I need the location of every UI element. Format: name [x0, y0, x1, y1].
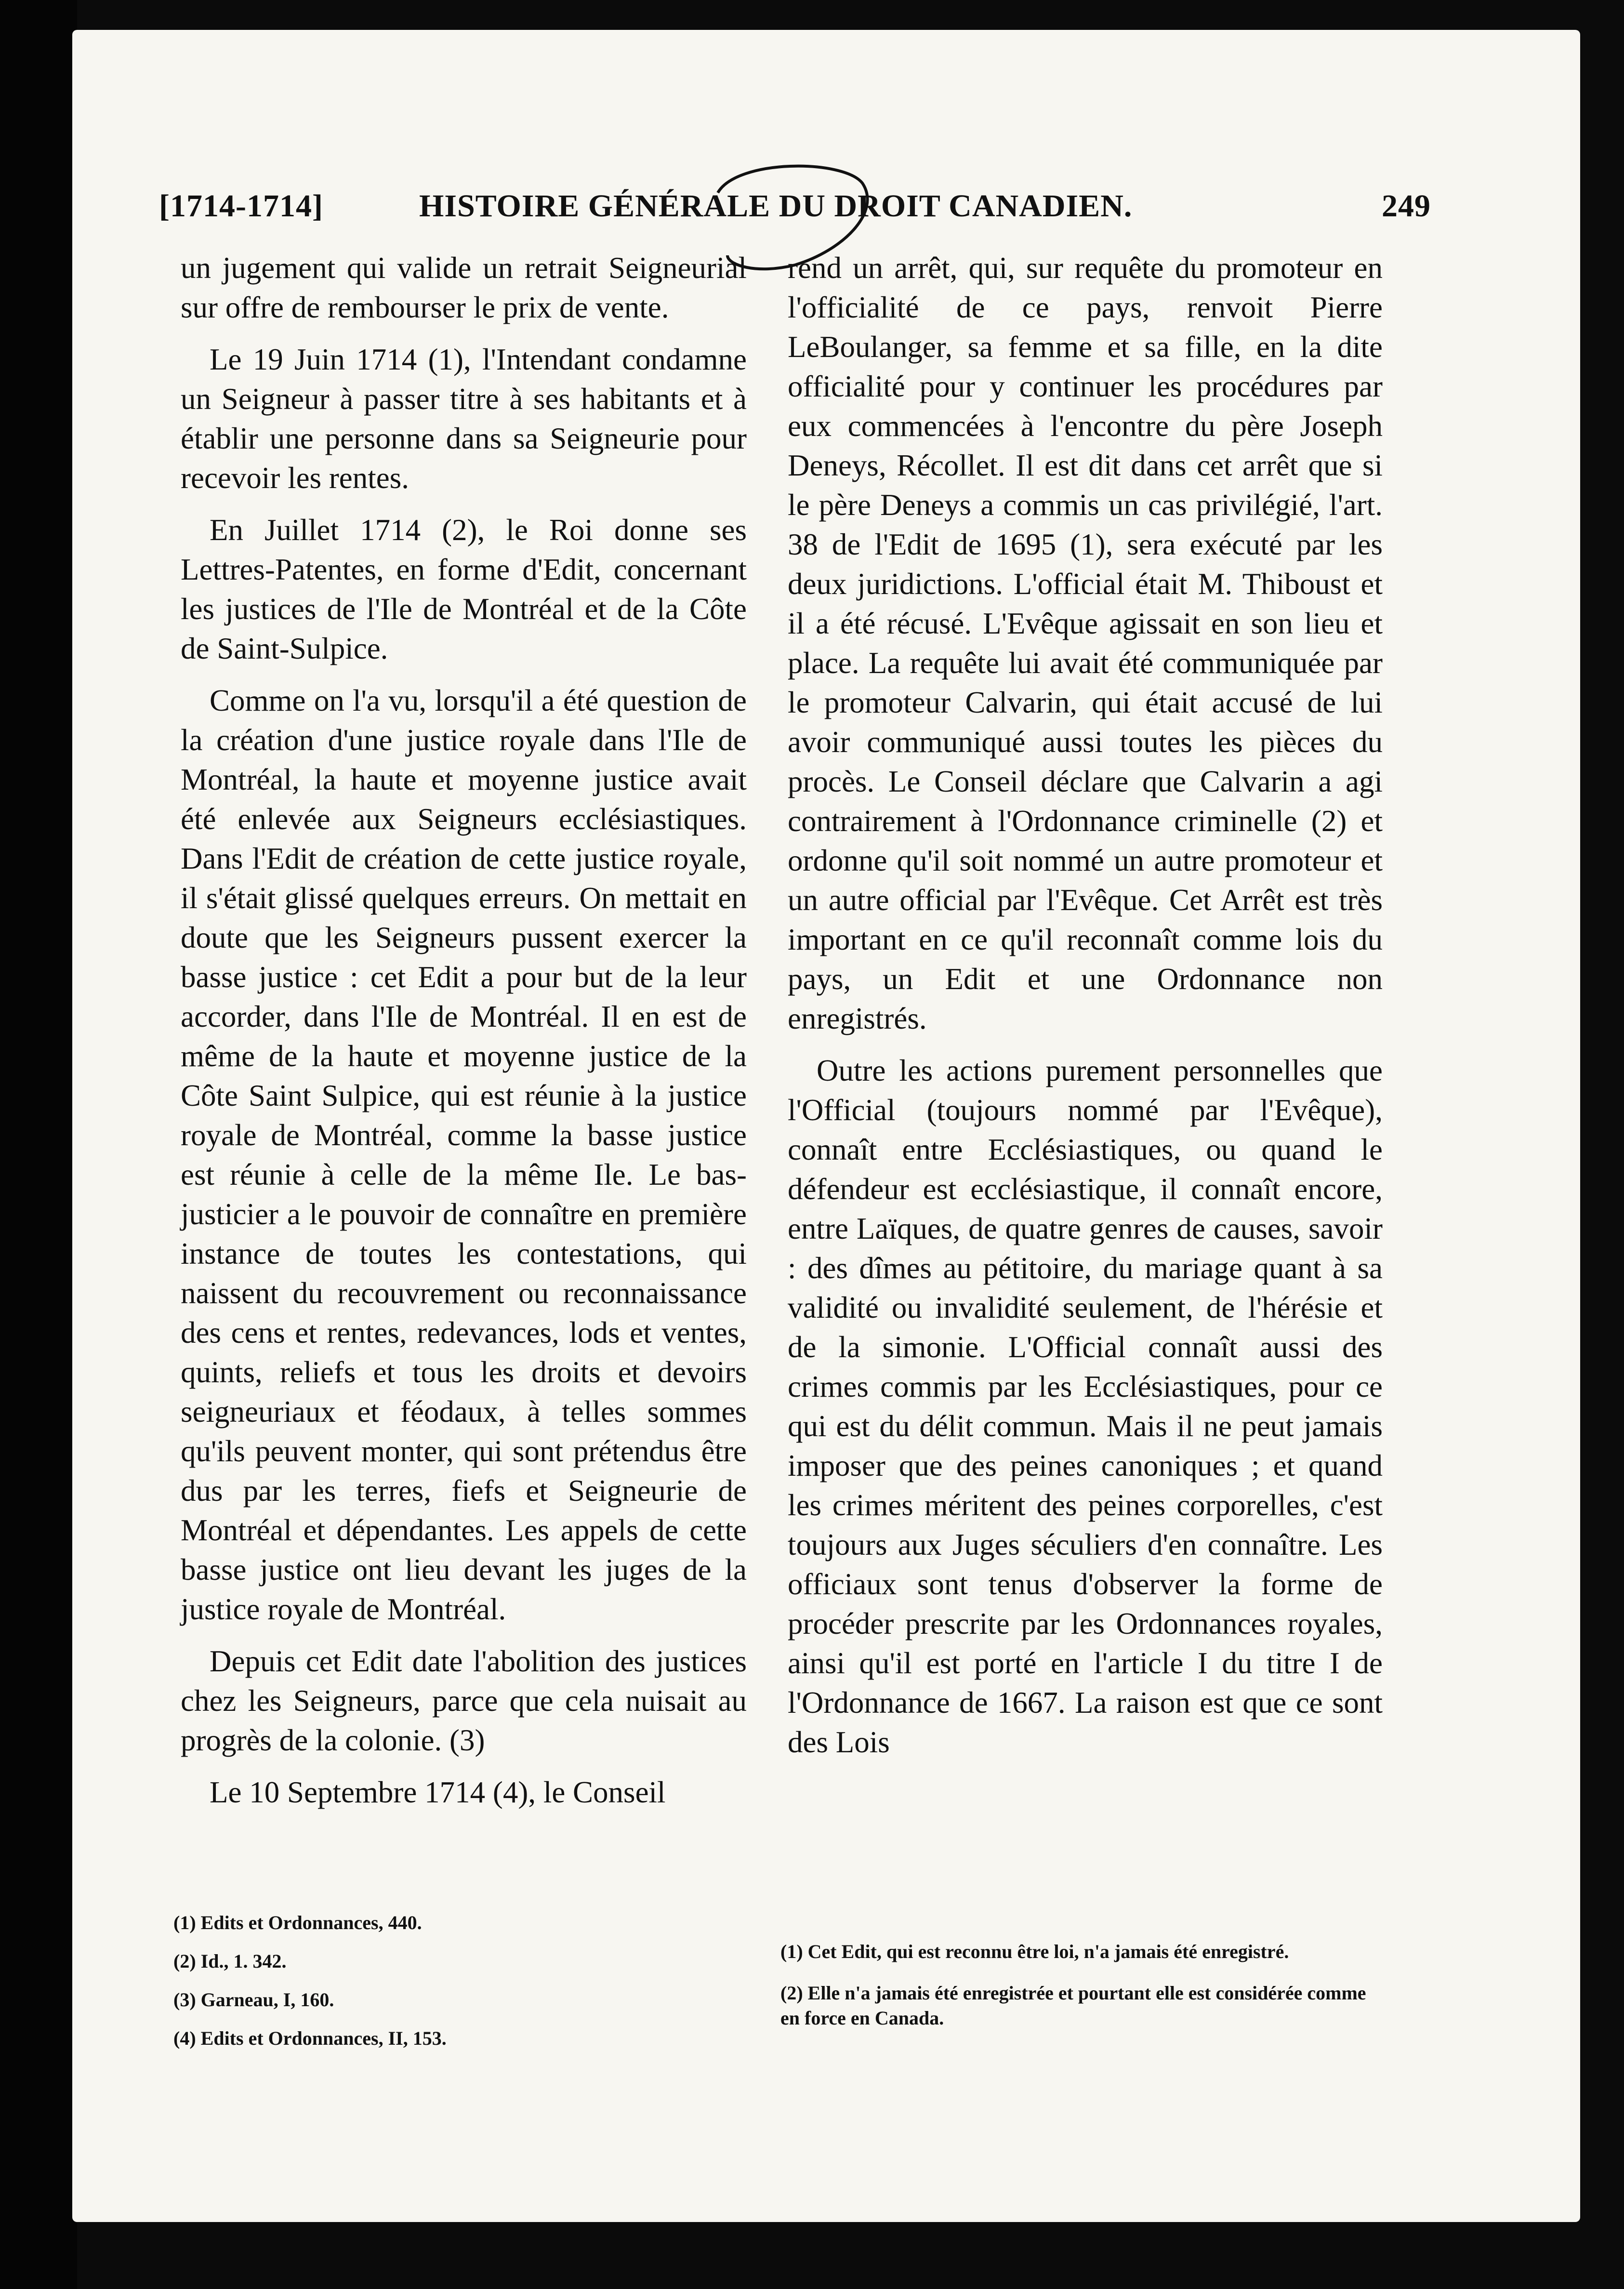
paragraph: Comme on l'a vu, lorsqu'il a été question de la création d'une justice royale dans l'Ile de Montréal, la haute et moyenne justice avait été enlevée aux Seigneurs ecclésiastiques. Dans l'Edit de création de cette justice royale, il s'était glissé quelques erreurs. On mettait en doute que les Seigneurs pussent exercer la basse justice : cet Edit a pour but de la leur accorder, dans l'Ile de Montréal. Il en est de même de la haute et moyenne justice de la Côte Saint Sulpice, qui est réunie à la justice royale de Montréal, comme la basse justice est réunie à celle de la même Ile. Le bas-justicier a le pouvoir de connaître en première instance de toutes les contestations, qui naissent du recouvrement ou reconnaissance des cens et rentes, redevances, lods et ventes, quints, reliefs et tous les droits et devoirs seigneuriaux et féodaux, à telles sommes qu'ils peuvent monter, qui sont prétendus être dus par les terres, fiefs et Seigneurie de Montréal et dépendantes. Les appels de cette basse justice ont lieu devant les juges de la justice royale de Montréal. [181, 684, 747, 1626]
footnote: (4) Edits et Ordonnances, II, 153. [173, 2027, 447, 2049]
page-number: 249 [1382, 188, 1431, 224]
footnote: (2) Id., 1. 342. [173, 1950, 287, 1972]
date-range: [1714-1714] [159, 188, 323, 224]
paragraph: un jugement qui valide un retrait Seigneurial sur offre de rembourser le prix de vente. [181, 251, 747, 324]
page-title: HISTOIRE GÉNÉRALE DU DROIT CANADIEN. [419, 188, 1133, 224]
left-column [181, 248, 747, 1825]
footnote: (3) Garneau, I, 160. [173, 1989, 334, 2011]
footnote: (1) Cet Edit, qui est reconnu être loi, n'a jamais été enregistré. [780, 1941, 1289, 1962]
footnote: (1) Edits et Ordonnances, 440. [173, 1912, 422, 1933]
paragraph: En Juillet 1714 (2), le Roi donne ses Lettres-Patentes, en forme d'Edit, concernant les justices de l'Ile de Montréal et de la Côte de Saint-Sulpice. [181, 513, 747, 665]
paragraph: Depuis cet Edit date l'abolition des justices chez les Seigneurs, parce que cela nuisait au progrès de la colonie. (3) [181, 1644, 747, 1757]
scan-border [0, 0, 77, 2289]
footnote: (2) Elle n'a jamais été enregistrée et pourtant elle est considérée comme en force en Canada. [780, 1982, 1366, 2029]
right-column [788, 248, 1383, 1774]
footnotes-right [780, 1939, 1387, 2047]
paragraph: Le 19 Juin 1714 (1), l'Intendant condamne un Seigneur à passer titre à ses habitants et à établir une personne dans sa Seigneurie pour recevoir les rentes. [181, 343, 747, 495]
paragraph: Outre les actions purement personnelles que l'Official (toujours nommé par l'Evêque), connaît entre Ecclésiastiques, ou quand le défendeur est ecclésiastique, il connaît encore, entre Laïques, de quatre genres de causes, savoir : des dîmes au pétitoire, du mariage quant à sa validité ou invalidité seulement, de l'hérésie et de la simonie. L'Official connaît aussi des crimes commis par les Ecclésiastiques, pour ce qui est du délit commun. Mais il ne peut jamais imposer que des peines canoniques ; et quand les crimes méritent des peines corporelles, c'est toujours aux Juges séculiers d'en connaître. Les officiaux sont tenus d'observer la forme de procéder prescrite par les Ordonnances royales, ainsi qu'il est porté en l'article I du titre I de l'Ordonnance de 1667. La raison est que ce sont des Lois [788, 1054, 1383, 1759]
paragraph: Le 10 Septembre 1714 (4), le Conseil [210, 1775, 666, 1809]
paragraph: rend un arrêt, qui, sur requête du promoteur en l'officialité de ce pays, renvoit Pierre LeBoulanger, sa femme et sa fille, en la dite officialité pour y continuer les procédures par eux commencées à l'encontre du père Joseph Deneys, Récollet. Il est dit dans cet arrêt que si le père Deneys a commis un cas privilégié, l'art. 38 de l'Edit de 1695 (1), sera exécuté par les deux juridictions. L'official était M. Thiboust et il a été récusé. L'Evêque agissait en son lieu et place. La requête lui avait été communiquée par le promoteur Calvarin, qui était accusé de lui avoir communiqué aussi toutes les pièces du procès. Le Conseil déclare que Calvarin a agi contrairement à l'Ordonnance criminelle (2) et ordonne qu'il soit nommé un autre promoteur et un autre official par l'Evêque. Cet Arrêt est très important en ce qu'il reconnaît comme lois du pays, un Edit et une Ordonnance non enregistrés. [788, 251, 1383, 1035]
footnotes-left [173, 1910, 703, 2064]
